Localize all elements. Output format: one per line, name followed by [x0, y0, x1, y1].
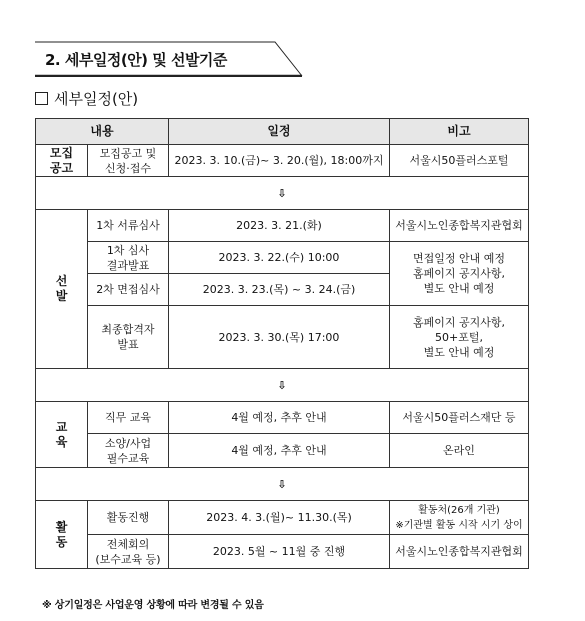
note-cell: 면접일정 안내 예정 홈페이지 공지사항, 별도 안내 예정: [390, 242, 529, 306]
note-cell: 활동처(26개 기관) ※기관별 활동 시작 시기 상이: [390, 501, 529, 535]
item-cell: 직무 교육: [88, 402, 169, 434]
note-cell: 서울시노인종합복지관협회: [390, 535, 529, 569]
schedule-cell: 4월 예정, 추후 안내: [169, 402, 390, 434]
schedule-cell: 2023. 3. 22.(수) 10:00: [169, 242, 390, 274]
table-row: [36, 210, 529, 242]
schedule-cell: 4월 예정, 추후 안내: [169, 434, 390, 468]
note-cell: 서울시50플러스포털: [390, 145, 529, 177]
item-cell: 모집공고 및 신청·접수: [88, 145, 169, 177]
table-row: [36, 535, 529, 569]
table-row: [36, 501, 529, 535]
item-cell: 전체회의 (보수교육 등): [88, 535, 169, 569]
category-recruit: 모집 공고: [36, 145, 88, 177]
table-row: [36, 306, 529, 369]
category-education: 교 육: [36, 402, 88, 468]
table-header-row: [36, 119, 529, 145]
category-activity: 활 동: [36, 501, 88, 569]
note-cell: 서울시50플러스재단 등: [390, 402, 529, 434]
schedule-table: [35, 118, 529, 569]
header-content: 내용: [36, 119, 169, 145]
schedule-cell: 2023. 3. 23.(목) ~ 3. 24.(금): [169, 274, 390, 306]
schedule-cell: 2023. 3. 21.(화): [169, 210, 390, 242]
note-cell: 서울시노인종합복지관협회: [390, 210, 529, 242]
category-selection: 선 발: [36, 210, 88, 369]
table-row: [36, 402, 529, 434]
item-cell: 활동진행: [88, 501, 169, 535]
item-cell: 1차 서류심사: [88, 210, 169, 242]
item-cell: 소양/사업 필수교육: [88, 434, 169, 468]
item-cell: 최종합격자 발표: [88, 306, 169, 369]
section-title: 2. 세부일정(안) 및 선발기준: [45, 51, 227, 69]
down-arrow-icon: ⇩: [36, 369, 529, 402]
header-schedule: 일정: [169, 119, 390, 145]
schedule-cell: 2023. 5월 ~ 11월 중 진행: [169, 535, 390, 569]
section-header: [35, 41, 335, 77]
arrow-row: [36, 177, 529, 210]
item-cell: 1차 심사 결과발표: [88, 242, 169, 274]
arrow-row: [36, 468, 529, 501]
header-note: 비고: [390, 119, 529, 145]
schedule-cell: 2023. 3. 30.(목) 17:00: [169, 306, 390, 369]
table-row: [36, 242, 529, 274]
down-arrow-icon: ⇩: [36, 468, 529, 501]
arrow-row: [36, 369, 529, 402]
note-cell: 홈페이지 공지사항, 50+포털, 별도 안내 예정: [390, 306, 529, 369]
note-cell: 온라인: [390, 434, 529, 468]
table-row: [36, 434, 529, 468]
subheading-text: 세부일정(안): [54, 90, 139, 108]
checkbox-square-icon: [35, 92, 48, 105]
subheading: [35, 88, 138, 109]
down-arrow-icon: ⇩: [36, 177, 529, 210]
table-row: [36, 145, 529, 177]
item-cell: 2차 면접심사: [88, 274, 169, 306]
schedule-cell: 2023. 4. 3.(월)~ 11.30.(목): [169, 501, 390, 535]
schedule-cell: 2023. 3. 10.(금)~ 3. 20.(월), 18:00까지: [169, 145, 390, 177]
footnote: ※ 상기일정은 사업운영 상황에 따라 변경될 수 있음: [42, 600, 264, 611]
